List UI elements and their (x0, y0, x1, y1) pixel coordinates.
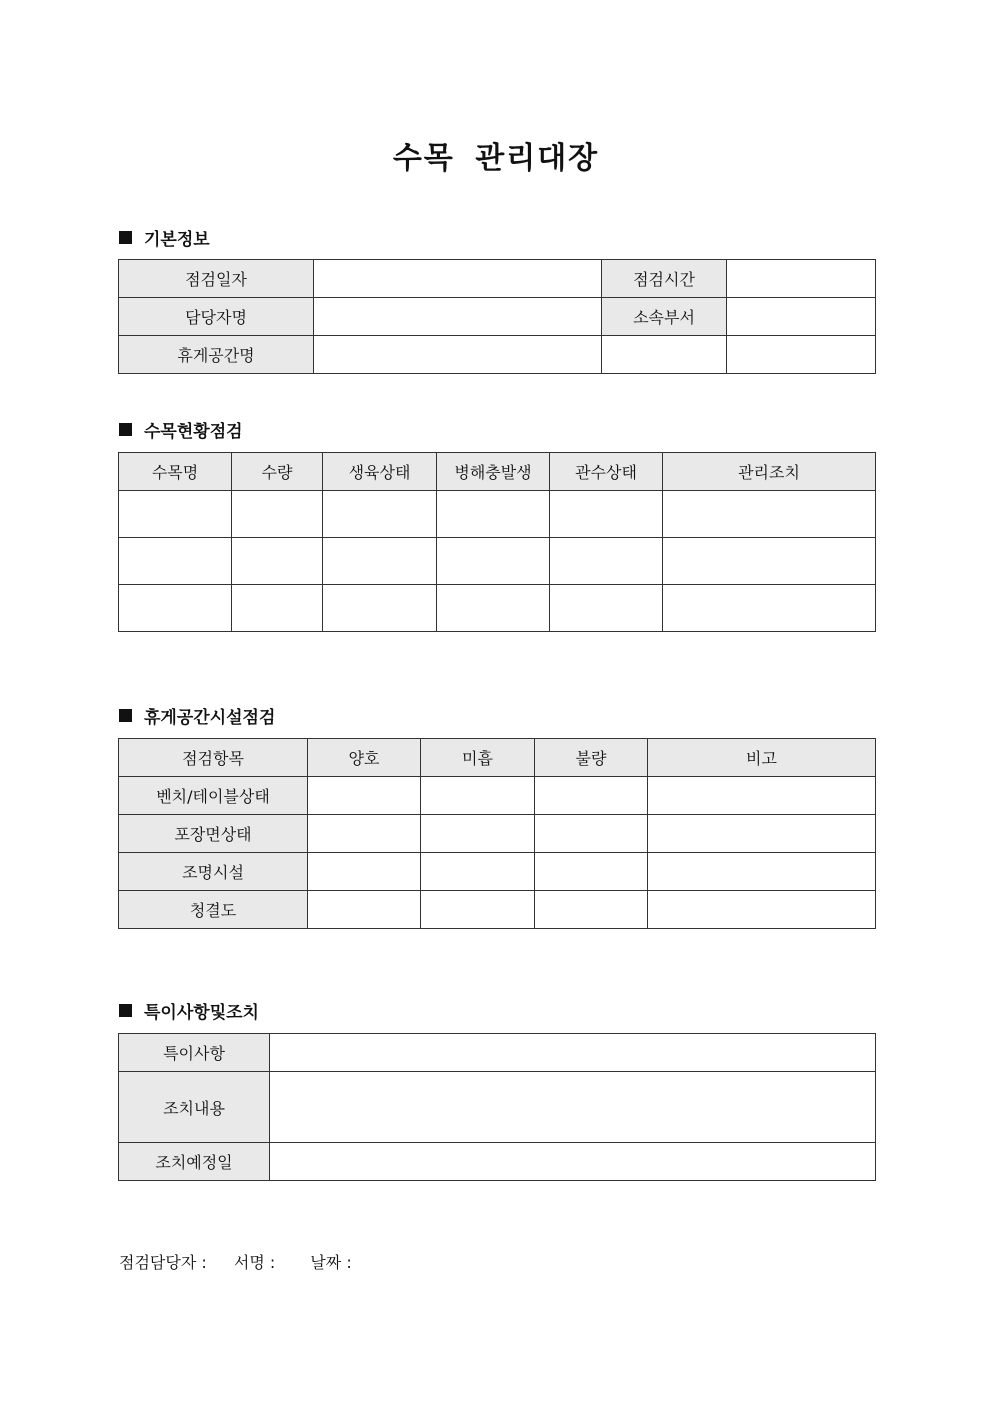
table-cell[interactable] (437, 538, 550, 585)
column-header: 비고 (648, 739, 876, 777)
table-cell[interactable] (535, 815, 648, 853)
signature-label: 서명 : (233, 1253, 276, 1272)
row-label: 조치예정일 (119, 1143, 270, 1181)
label-cell: 담당자명 (119, 298, 314, 336)
basic-info-table (118, 259, 876, 374)
label-cell: 소속부서 (602, 298, 727, 336)
inspection-date-field[interactable] (314, 260, 602, 298)
table-cell[interactable] (648, 891, 876, 929)
table-row (119, 815, 876, 853)
square-bullet-icon (119, 231, 132, 244)
empty-cell[interactable] (727, 336, 876, 374)
manager-name-field[interactable] (314, 298, 602, 336)
column-header: 미흡 (421, 739, 535, 777)
table-row (119, 298, 876, 336)
section-heading-label: 휴게공간시설점검 (144, 708, 276, 728)
planned-action-date-field[interactable] (270, 1143, 876, 1181)
table-row (119, 1143, 876, 1181)
table-cell[interactable] (308, 777, 421, 815)
table-cell[interactable] (119, 585, 232, 632)
column-header: 관리조치 (663, 453, 876, 491)
table-row (119, 1034, 876, 1072)
table-header-row (119, 739, 876, 777)
table-cell[interactable] (308, 853, 421, 891)
table-row (119, 1072, 876, 1143)
square-bullet-icon (119, 1004, 132, 1017)
table-cell[interactable] (648, 853, 876, 891)
table-cell[interactable] (232, 585, 323, 632)
column-header: 생육상태 (323, 453, 437, 491)
table-cell[interactable] (437, 491, 550, 538)
row-label: 벤치/테이블상태 (119, 777, 308, 815)
department-field[interactable] (727, 298, 876, 336)
table-cell[interactable] (323, 585, 437, 632)
table-cell[interactable] (535, 853, 648, 891)
inspector-label: 점검담당자 : (119, 1253, 207, 1272)
facility-inspection-table (118, 738, 876, 929)
row-label: 조치내용 (119, 1072, 270, 1143)
label-cell: 휴게공간명 (119, 336, 314, 374)
section-heading-special-notes (119, 998, 259, 1023)
table-cell[interactable] (308, 891, 421, 929)
table-cell[interactable] (550, 585, 663, 632)
column-header: 수목명 (119, 453, 232, 491)
table-cell[interactable] (550, 491, 663, 538)
table-row (119, 336, 876, 374)
table-row (119, 891, 876, 929)
section-heading-facility-inspection (119, 703, 275, 728)
section-heading-label: 수목현황점검 (144, 422, 243, 442)
table-cell[interactable] (648, 777, 876, 815)
table-row (119, 538, 876, 585)
table-row (119, 585, 876, 632)
table-cell[interactable] (323, 491, 437, 538)
row-label: 조명시설 (119, 853, 308, 891)
label-cell: 점검일자 (119, 260, 314, 298)
square-bullet-icon (119, 709, 132, 722)
table-cell[interactable] (232, 538, 323, 585)
table-header-row (119, 453, 876, 491)
table-row (119, 777, 876, 815)
table-cell[interactable] (437, 585, 550, 632)
table-cell[interactable] (421, 891, 535, 929)
table-cell[interactable] (663, 538, 876, 585)
column-header: 양호 (308, 739, 421, 777)
table-row (119, 260, 876, 298)
page-title: 수목 관리대장 (392, 141, 600, 176)
row-label: 특이사항 (119, 1034, 270, 1072)
label-cell: 점검시간 (602, 260, 727, 298)
row-label: 청결도 (119, 891, 308, 929)
table-cell[interactable] (535, 777, 648, 815)
section-heading-basic-info (119, 225, 210, 250)
table-cell[interactable] (119, 538, 232, 585)
table-cell[interactable] (119, 491, 232, 538)
table-cell[interactable] (232, 491, 323, 538)
table-cell[interactable] (421, 815, 535, 853)
action-details-field[interactable] (270, 1072, 876, 1143)
section-heading-label: 특이사항및조치 (144, 1003, 259, 1023)
signature-footer (119, 1250, 374, 1273)
section-heading-tree-inspection (119, 417, 243, 442)
section-heading-label: 기본정보 (144, 230, 210, 250)
date-label: 날짜 : (310, 1253, 352, 1272)
inspection-time-field[interactable] (727, 260, 876, 298)
column-header: 관수상태 (550, 453, 663, 491)
table-cell[interactable] (323, 538, 437, 585)
table-cell[interactable] (663, 491, 876, 538)
table-cell[interactable] (648, 815, 876, 853)
special-notes-table (118, 1033, 876, 1181)
table-row (119, 853, 876, 891)
table-cell[interactable] (663, 585, 876, 632)
column-header: 수량 (232, 453, 323, 491)
table-row (119, 491, 876, 538)
table-cell[interactable] (550, 538, 663, 585)
square-bullet-icon (119, 423, 132, 436)
column-header: 불량 (535, 739, 648, 777)
table-cell[interactable] (421, 853, 535, 891)
column-header: 점검항목 (119, 739, 308, 777)
table-cell[interactable] (535, 891, 648, 929)
column-header: 병해충발생 (437, 453, 550, 491)
special-notes-field[interactable] (270, 1034, 876, 1072)
table-cell[interactable] (421, 777, 535, 815)
tree-inspection-table (118, 452, 876, 632)
table-cell[interactable] (308, 815, 421, 853)
row-label: 포장면상태 (119, 815, 308, 853)
empty-cell[interactable] (602, 336, 727, 374)
rest-area-name-field[interactable] (314, 336, 602, 374)
